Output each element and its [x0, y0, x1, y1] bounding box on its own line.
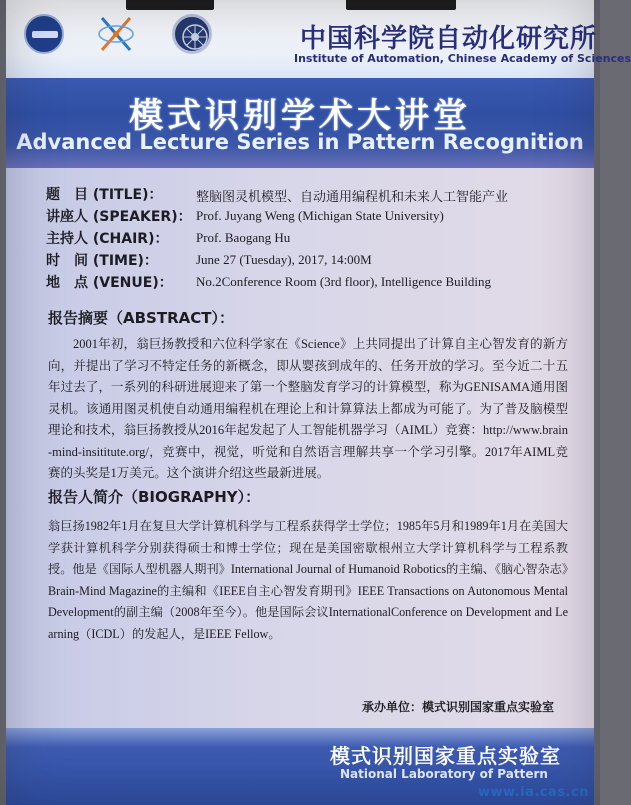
biography-heading: 报告人简介（BIOGRAPHY）：	[48, 488, 261, 506]
lab-name-en: National Laboratory of Pattern	[340, 767, 548, 781]
abstract-text: 2001年初，翁巨扬教授和六位科学家在《Science》上共同提出了计算自主心智发育的新方向，并提出了学习不特定任务的新概念，即从婴孩到成年的、任务开放的学习。至今近二十五年过去了，一系列的科研进展迎来了第一个整脑发育学习的计算模型，称为GENISAMA通用图灵机。该通用图灵机使自动通用编程机在理论上和计算算法上都成为可能了。为了普及脑模型理论和技术，翁巨扬教授从2016年起发起了人工智能机器学习（AIML）竞赛：http://www.brain-mind-insititute.org/，竞赛中，视觉，听觉和自然语言理解共享一个学习引擎。2017年AIML竞赛的头奖是1万美元。这个演讲介绍这些最新进展。	[48, 337, 568, 480]
info-value: No.2Conference Room (3rd floor), Intelligence Building	[196, 274, 491, 289]
info-value: Prof. Juyang Weng (Michigan State University)	[196, 208, 444, 223]
organizer: 承办单位：模式识别国家重点实验室	[361, 700, 554, 714]
binder-clip	[126, 0, 214, 10]
info-label: 题 目 (TITLE)：	[46, 187, 163, 203]
info-row-time	[46, 250, 576, 272]
binder-clip	[346, 0, 456, 10]
series-title-cn: 模式识别学术大讲堂	[129, 96, 471, 136]
info-value: June 27 (Tuesday), 2017, 14:00M	[196, 252, 372, 267]
info-row-chair	[46, 228, 576, 250]
institute-name-cn: 中国科学院自动化研究所	[300, 24, 598, 54]
lab-name-cn: 模式识别国家重点实验室	[330, 744, 561, 768]
biography-text: 翁巨扬1982年1月在复旦大学计算机科学与工程系获得学士学位；1985年5月和1989年1月在美国大学获计算机科学分别获得硕士和博士学位；现在是美国密歇根州立大学计算机科学与工程系教授。他是《国际人型机器人期刊》International Journal of Humanoid Robotics的主编、《脑心智杂志》Brain-Mind Magazine的主编和《IEEE自主心智发育期刊》IEEE Transactions on Autonomous Mental Development的副主编（2008年至今）。他是国际会议InternationalConference on Development and Learning（ICDL）的发起人，是IEEE Fellow。	[48, 519, 568, 641]
info-label: 讲座人 (SPEAKER)：	[46, 209, 192, 225]
info-row-speaker	[46, 206, 576, 228]
lecture-poster	[6, 0, 631, 805]
info-label: 地 点 (VENUE)：	[46, 275, 173, 291]
institute-name-en: Institute of Automation, Chinese Academy of Sciences	[294, 52, 631, 65]
abstract-heading: 报告摘要（ABSTRACT）：	[48, 309, 234, 327]
info-row-title	[46, 184, 576, 206]
site-watermark: www.ia.cas.cn	[478, 785, 589, 800]
lecture-info	[46, 184, 576, 294]
info-label: 时 间 (TIME)：	[46, 253, 158, 269]
casia-logo-icon	[94, 12, 138, 56]
info-value: Prof. Baogang Hu	[196, 230, 291, 245]
cas-logo-icon	[24, 14, 64, 54]
info-value: 整脑图灵机模型、自动通用编程机和未来人工智能产业	[196, 189, 509, 204]
academy-seal-icon	[172, 14, 212, 54]
info-row-venue	[46, 272, 576, 294]
series-title-en: Advanced Lecture Series in Pattern Recognition	[16, 130, 584, 154]
info-label: 主持人 (CHAIR)：	[46, 231, 169, 247]
